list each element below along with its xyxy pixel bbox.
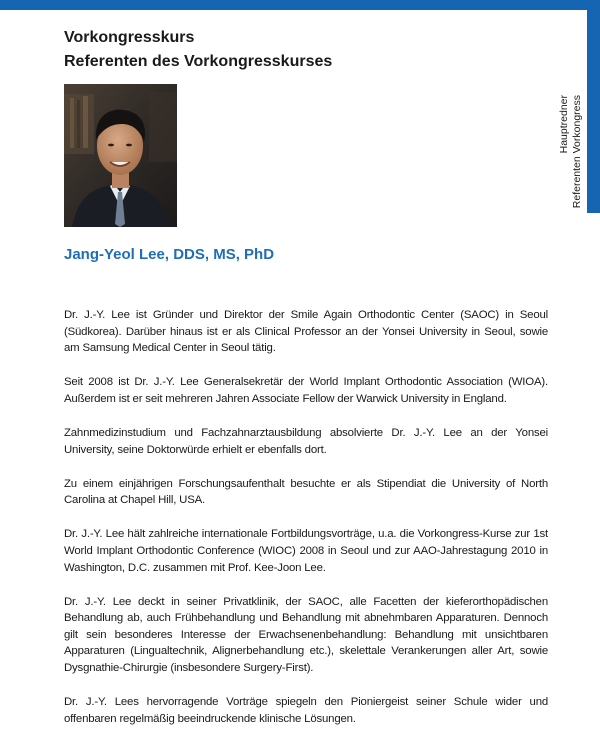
side-label-sub: Referenten Vorkongress xyxy=(571,95,583,209)
speaker-name: Jang-Yeol Lee, DDS, MS, PhD xyxy=(64,246,275,263)
side-label-main: Hauptredner xyxy=(558,95,570,154)
section-side-label xyxy=(552,95,590,215)
page-subtitle: Referenten des Vorkongresskurses xyxy=(64,53,333,70)
speaker-biography xyxy=(64,307,548,745)
bio-paragraph: Zu einem einjährigen Forschungsaufenthalt besuchte er als Stipendiat die University of North Carolina at Chapel Hill, USA. xyxy=(64,477,548,507)
speaker-photo-image xyxy=(64,84,177,227)
bio-paragraph: Dr. J.-Y. Lee ist Gründer und Direktor der Smile Again Orthodontic Center (SAOC) in Seoul (Südkorea). Darüber hinaus ist er als Clinical Professor an der Yonsei University in Seoul, sowie am Samsung Medical Center in Seoul tätig. xyxy=(64,309,548,355)
bio-paragraph: Seit 2008 ist Dr. J.-Y. Lee Generalsekretär der World Implant Orthodontic Association (WIOA). Außerdem ist er seit mehreren Jahren Associate Fellow der Warwick University in England. xyxy=(64,376,548,405)
bio-paragraph: Zahnmedizinstudium und Fachzahnarztausbildung absolvierte Dr. J.-Y. Lee an der Yonsei University, seine Doktorwürde erhielt er ebenfalls dort. xyxy=(64,426,548,456)
bio-paragraph: Dr. J.-Y. Lee hält zahlreiche internationale Fortbildungsvorträge, u.a. die Vorkongress-Kurse zur 1st World Implant Orthodontic Conference (WIOC) 2008 in Seoul und zur AAO-Jahrestagung 2010 in Washington, D.C. zusammen mit Prof. Kee-Joon Lee. xyxy=(64,528,548,574)
top-accent-bar xyxy=(0,0,600,10)
bio-paragraph: Dr. J.-Y. Lee deckt in seiner Privatklinik, der SAOC, alle Facetten der kieferorthopädischen Behandlung ab, auch Frühbehandlung und Behandlung mit abnehmbaren Apparaturen. Dennoch gilt sein besonderes Interesse der Erwachsenenbehandlung: Behandlung mit unsichtbaren Apparaturen (Lingualtechnik, Alignerbehandlung etc.), skelettale Verankerungen aller Art, sowie Dysgnathie-Chirurgie (insbesondere Surgery-First). xyxy=(64,595,548,674)
page-header xyxy=(64,26,534,74)
speaker-portrait xyxy=(64,84,177,227)
page-title: Vorkongresskurs xyxy=(64,29,195,46)
bio-paragraph: Dr. J.-Y. Lees hervorragende Vorträge spiegeln den Pioniergeist seiner Schule wider und offenbaren regelmäßig beeindruckende klinische Lösungen. xyxy=(64,696,548,725)
